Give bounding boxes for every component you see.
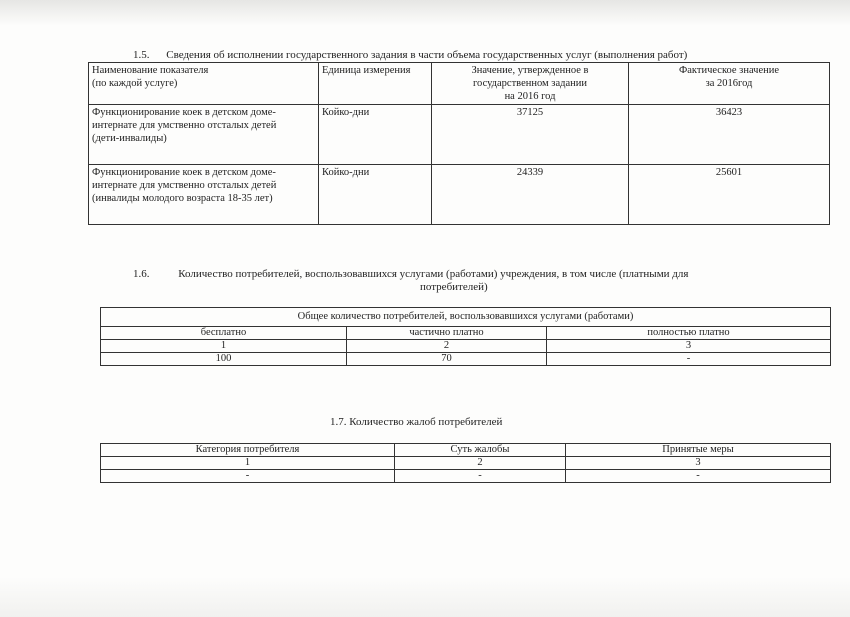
value-free: 100: [101, 353, 347, 366]
section-1-5-heading: [133, 49, 687, 62]
section-1-7-heading: 1.7. Количество жалоб потребителей: [330, 416, 503, 428]
column-header-free: бесплатно: [101, 327, 347, 340]
row-indicator: Функционирование коек в детском доме- интернате для умственно отсталых детей (дети-инвалиды): [89, 105, 319, 165]
header-actual: Фактическое значение за 2016год: [629, 63, 830, 105]
section-1-6-title-line1: Количество потребителей, воспользовавшихся услугами (работами) учреждения, в том числе (платными для: [178, 268, 689, 280]
column-header-category: Категория потребителя: [101, 444, 395, 457]
header-indicator: Наименование показателя (по каждой услуге): [89, 63, 319, 105]
table-row: [101, 353, 831, 366]
column-number-row: [101, 457, 831, 470]
table-row: [89, 105, 830, 165]
column-header-measures: Принятые меры: [566, 444, 831, 457]
value-partially-paid: 70: [347, 353, 547, 366]
column-header-partially-paid: частично платно: [347, 327, 547, 340]
table-row: [101, 470, 831, 483]
table-title-row: [101, 308, 831, 327]
value-complaint: -: [395, 470, 566, 483]
section-1-6-heading: [133, 268, 688, 281]
scan-shadow-top: [0, 0, 850, 26]
column-number: 1: [101, 340, 347, 353]
value-measures: -: [566, 470, 831, 483]
value-category: -: [101, 470, 395, 483]
column-header-complaint: Суть жалобы: [395, 444, 566, 457]
column-number: 3: [566, 457, 831, 470]
column-number-row: [101, 340, 831, 353]
table-header-row: [101, 327, 831, 340]
table-header-row: [89, 63, 830, 105]
consumers-table: [100, 307, 831, 366]
consumers-table-title: Общее количество потребителей, воспользовавшихся услугами (работами): [101, 308, 831, 327]
row-actual-value: 36423: [629, 105, 830, 165]
row-actual-value: 25601: [629, 165, 830, 225]
complaints-table: [100, 443, 831, 483]
column-number: 2: [395, 457, 566, 470]
table-row: [89, 165, 830, 225]
header-planned: Значение, утвержденное в государственном задании на 2016 год: [432, 63, 629, 105]
section-1-6-heading-line2: потребителей): [420, 281, 488, 293]
header-unit: Единица измерения: [319, 63, 432, 105]
column-number: 3: [547, 340, 831, 353]
service-volume-table: [88, 62, 830, 225]
column-number: 1: [101, 457, 395, 470]
column-header-fully-paid: полностью платно: [547, 327, 831, 340]
row-planned-value: 24339: [432, 165, 629, 225]
section-1-6-number: 1.6.: [133, 268, 150, 280]
row-planned-value: 37125: [432, 105, 629, 165]
value-fully-paid: -: [547, 353, 831, 366]
table-header-row: [101, 444, 831, 457]
scan-shadow-bottom: [0, 577, 850, 617]
section-1-5-title: Сведения об исполнении государственного задания в части объема государственных услуг (выполнения работ): [166, 49, 688, 61]
section-1-5-number: 1.5.: [133, 49, 150, 61]
row-unit: Койко-дни: [319, 165, 432, 225]
column-number: 2: [347, 340, 547, 353]
row-unit: Койко-дни: [319, 105, 432, 165]
row-indicator: Функционирование коек в детском доме- интернате для умственно отсталых детей (инвалиды молодого возраста 18-35 лет): [89, 165, 319, 225]
